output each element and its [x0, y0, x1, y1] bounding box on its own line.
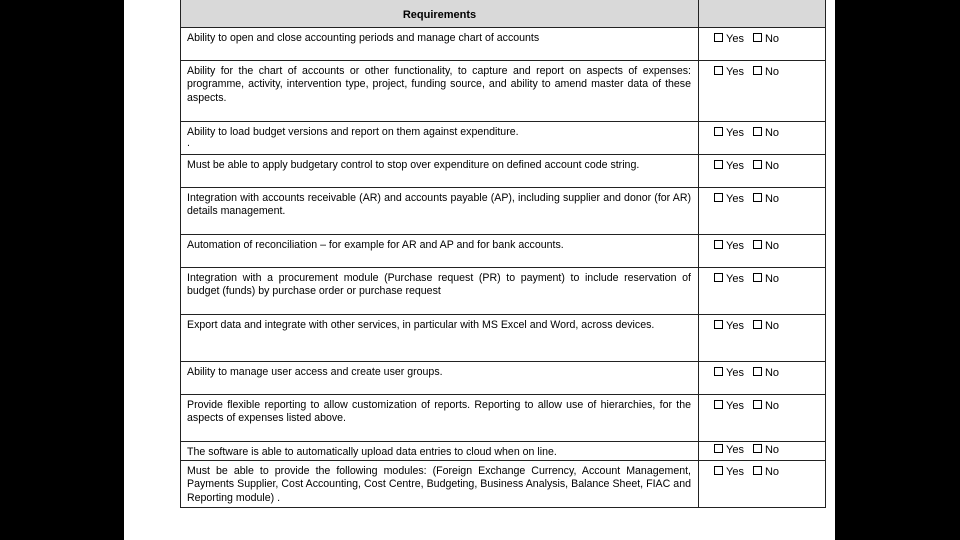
response-cell	[699, 28, 826, 61]
table-row	[181, 122, 826, 155]
yes-checkbox[interactable]	[714, 273, 723, 282]
no-checkbox[interactable]	[753, 444, 762, 453]
requirement-cell	[181, 235, 699, 268]
no-label: No	[764, 66, 780, 78]
requirement-text: Export data and integrate with other services, in particular with MS Excel and Word, across devices.	[187, 319, 655, 331]
response-cell	[699, 122, 826, 155]
requirement-text: Integration with a procurement module (Purchase request (PR) to payment) to include reservation of budget (funds) by purchase order or purchase request	[187, 272, 691, 298]
requirement-cell	[181, 268, 699, 315]
yes-label: Yes	[726, 193, 744, 205]
no-checkbox[interactable]	[753, 127, 762, 136]
requirement-text: Ability to load budget versions and report on them against expenditure.	[187, 126, 519, 138]
yes-label: Yes	[726, 273, 744, 285]
response-cell	[699, 155, 826, 188]
table-row	[181, 315, 826, 362]
response-cell	[699, 268, 826, 315]
yes-checkbox[interactable]	[714, 33, 723, 42]
yes-label: Yes	[726, 466, 744, 478]
no-checkbox[interactable]	[753, 160, 762, 169]
yes-checkbox[interactable]	[714, 66, 723, 75]
no-label: No	[764, 240, 780, 252]
requirement-text: Must be able to apply budgetary control to stop over expenditure on defined account code string.	[187, 159, 640, 171]
yes-label: Yes	[726, 320, 744, 332]
table-row	[181, 155, 826, 188]
no-checkbox[interactable]	[753, 66, 762, 75]
response-cell	[699, 61, 826, 122]
response-cell	[699, 235, 826, 268]
no-checkbox[interactable]	[753, 240, 762, 249]
yes-label: Yes	[726, 367, 744, 379]
table-row	[181, 461, 826, 508]
no-label: No	[764, 193, 780, 205]
document-page	[124, 0, 835, 540]
requirement-cell	[181, 28, 699, 61]
yes-checkbox[interactable]	[714, 160, 723, 169]
requirement-cell	[181, 122, 699, 155]
table-row	[181, 362, 826, 395]
requirement-text: Automation of reconciliation – for example for AR and AP and for bank accounts.	[187, 239, 564, 251]
yes-checkbox[interactable]	[714, 400, 723, 409]
table-row	[181, 442, 826, 461]
requirement-cell	[181, 442, 699, 461]
requirement-cell	[181, 461, 699, 508]
requirements-header: Requirements	[181, 0, 699, 28]
requirement-text: Integration with accounts receivable (AR) and accounts payable (AP), including supplier and donor (for AR) details management.	[187, 192, 691, 218]
yes-checkbox[interactable]	[714, 193, 723, 202]
yes-label: Yes	[726, 160, 744, 172]
no-label: No	[764, 127, 780, 139]
table-row	[181, 28, 826, 61]
requirement-text: Must be able to provide the following modules: (Foreign Exchange Currency, Account Management, Payments Supplier, Cost Accounting, Cost Centre, Budgeting, Business Analysis, Balance Sheet, FIAC and Reporting module) .	[187, 465, 691, 504]
no-label: No	[764, 320, 780, 332]
yes-checkbox[interactable]	[714, 367, 723, 376]
yes-label: Yes	[726, 33, 744, 45]
requirement-text: The software is able to automatically upload data entries to cloud when on line.	[187, 446, 557, 458]
response-cell	[699, 442, 826, 461]
yes-label: Yes	[726, 240, 744, 252]
no-label: No	[764, 33, 780, 45]
requirement-extra-mark: .	[187, 137, 190, 150]
yes-label: Yes	[726, 444, 744, 456]
response-cell	[699, 188, 826, 235]
no-checkbox[interactable]	[753, 273, 762, 282]
yes-label: Yes	[726, 400, 744, 412]
no-checkbox[interactable]	[753, 400, 762, 409]
yes-checkbox[interactable]	[714, 320, 723, 329]
table-row	[181, 268, 826, 315]
response-cell	[699, 461, 826, 508]
yes-checkbox[interactable]	[714, 444, 723, 453]
table-header-row	[181, 0, 826, 28]
requirement-cell	[181, 188, 699, 235]
requirement-text: Provide flexible reporting to allow customization of reports. Reporting to allow use of hierarchies, for the aspects of expenses listed above.	[187, 399, 691, 425]
requirement-cell	[181, 315, 699, 362]
no-label: No	[764, 160, 780, 172]
yes-checkbox[interactable]	[714, 127, 723, 136]
table-row	[181, 395, 826, 442]
yes-checkbox[interactable]	[714, 240, 723, 249]
no-label: No	[764, 400, 780, 412]
table-row	[181, 235, 826, 268]
no-checkbox[interactable]	[753, 33, 762, 42]
requirement-text: Ability to manage user access and create user groups.	[187, 366, 443, 378]
no-label: No	[764, 367, 780, 379]
no-label: No	[764, 444, 780, 456]
requirement-cell	[181, 61, 699, 122]
yes-checkbox[interactable]	[714, 466, 723, 475]
response-header	[699, 0, 826, 28]
requirements-table	[180, 0, 826, 508]
response-cell	[699, 362, 826, 395]
no-checkbox[interactable]	[753, 320, 762, 329]
requirement-text: Ability for the chart of accounts or other functionality, to capture and report on aspects of expenses: programme, activity, intervention type, project, funding source, and ability to amend master data of these aspects.	[187, 65, 691, 104]
response-cell	[699, 395, 826, 442]
no-checkbox[interactable]	[753, 466, 762, 475]
table-row	[181, 188, 826, 235]
requirement-text: Ability to open and close accounting periods and manage chart of accounts	[187, 32, 540, 44]
requirement-cell	[181, 155, 699, 188]
requirement-cell	[181, 395, 699, 442]
response-cell	[699, 315, 826, 362]
yes-label: Yes	[726, 66, 744, 78]
no-label: No	[764, 273, 780, 285]
table-row	[181, 61, 826, 122]
no-checkbox[interactable]	[753, 193, 762, 202]
no-label: No	[764, 466, 780, 478]
requirement-cell	[181, 362, 699, 395]
no-checkbox[interactable]	[753, 367, 762, 376]
yes-label: Yes	[726, 127, 744, 139]
